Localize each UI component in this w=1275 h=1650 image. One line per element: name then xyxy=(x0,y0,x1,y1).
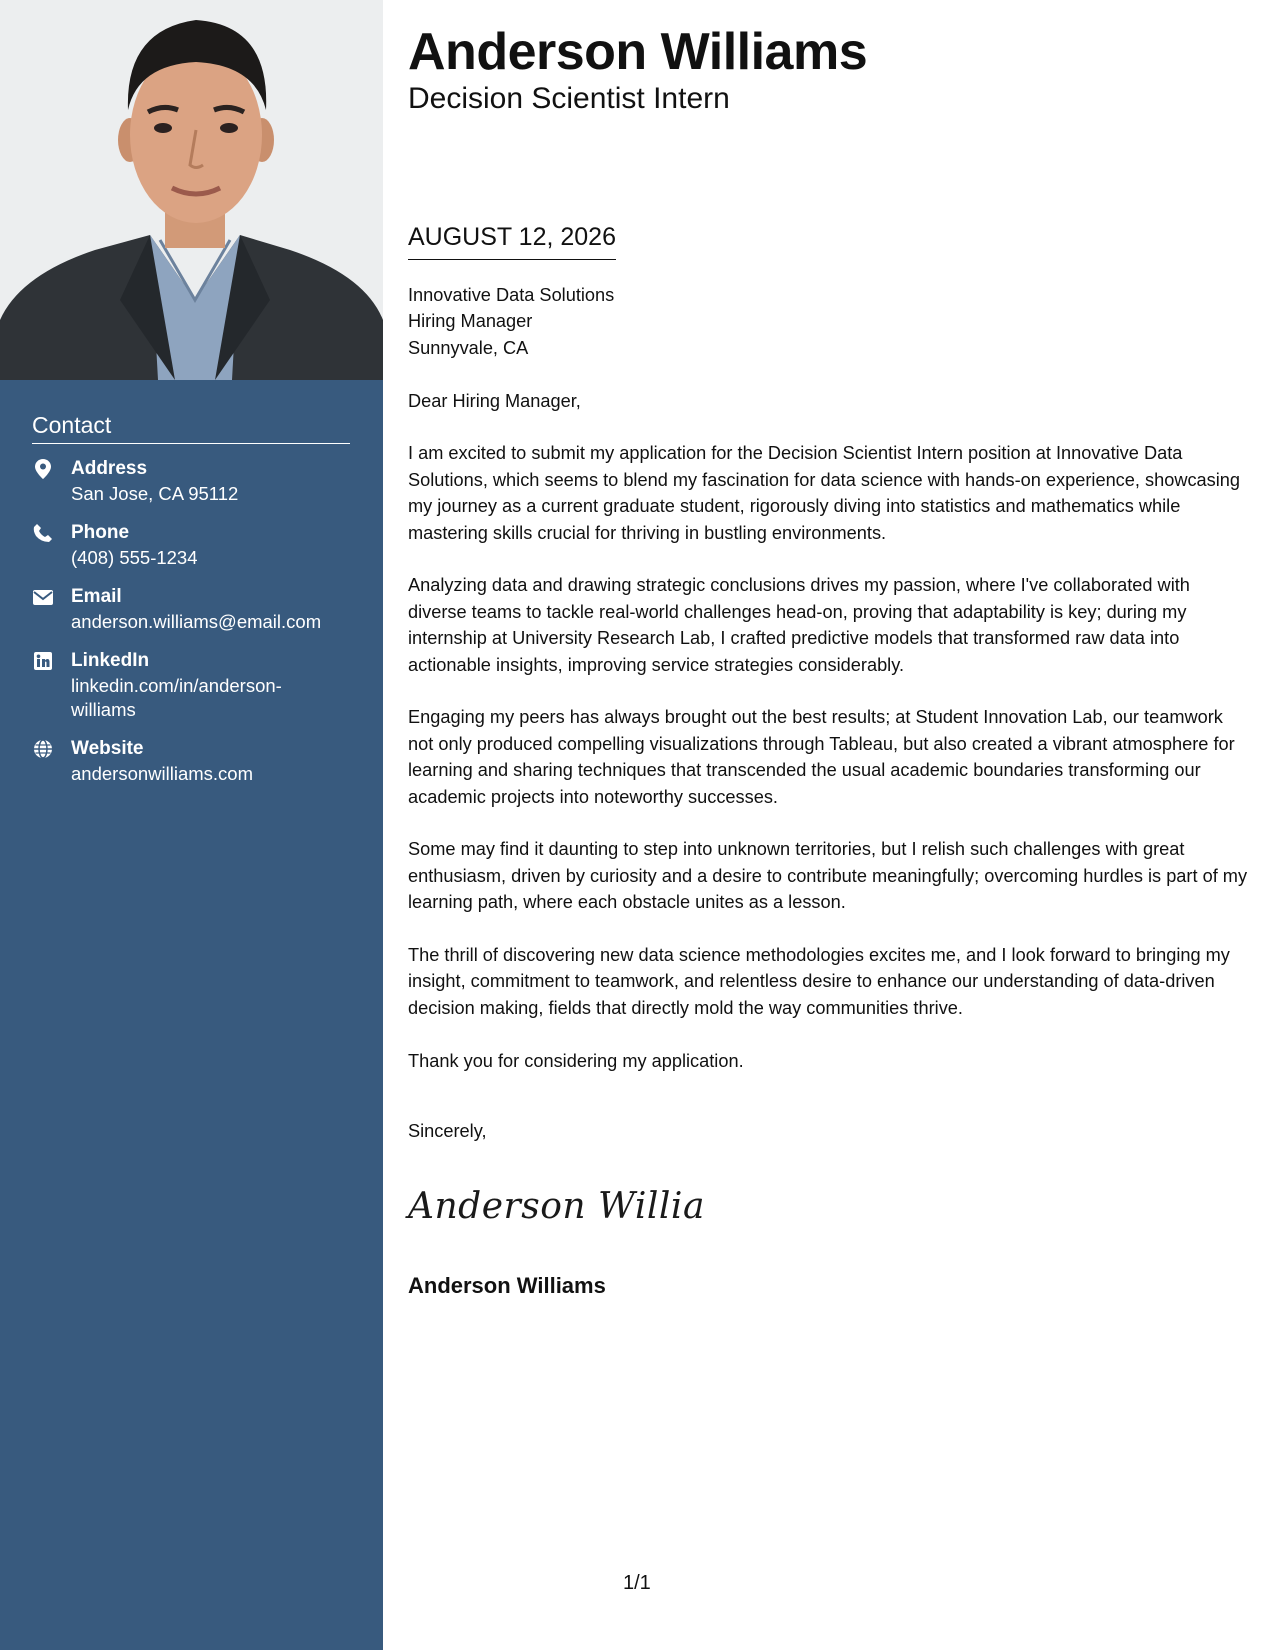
paragraph: I am excited to submit my application for the Decision Scientist Intern position at Innovative Data Solutions, which seems to blend my fascination for data science with hands-on experience, showcasing my journey as a current graduate student, rigorously diving into statistics and mathematics while mastering skills crucial for thriving in bustling environments. xyxy=(408,443,1241,543)
contact-address xyxy=(32,456,362,506)
page-number: 1/1 xyxy=(623,1572,651,1594)
closing: Sincerely, xyxy=(408,1121,487,1142)
linkedin-value-line2: williams xyxy=(71,699,136,720)
location-pin-icon xyxy=(32,458,54,480)
page-title: Anderson Williams xyxy=(408,23,868,81)
address-value: San Jose, CA 95112 xyxy=(71,483,239,504)
contact-website xyxy=(32,736,362,786)
email-label: Email xyxy=(71,586,122,607)
signer-name: Anderson Williams xyxy=(408,1273,606,1298)
paragraph: Analyzing data and drawing strategic conclusions drives my passion, where I've collaborated with diverse teams to tackle real-world challenges head-on, proving that adaptability is key; during my internship at University Research Lab, I crafted predictive models that transformed raw data into actionable insights, improving service strategies considerably. xyxy=(408,575,1190,675)
phone-value[interactable]: (408) 555-1234 xyxy=(71,547,198,568)
letter-date: AUGUST 12, 2026 xyxy=(408,223,616,260)
recipient-company: Innovative Data Solutions xyxy=(408,285,615,305)
paragraph: Engaging my peers has always brought out the best results; at Student Innovation Lab, our teamwork not only produced compelling visualizations through Tableau, but also created a vibrant atmosphere for learning and sharing techniques that transcended the usual academic boundaries transforming our academic projects into noteworthy successes. xyxy=(408,707,1235,807)
linkedin-label: LinkedIn xyxy=(71,650,150,671)
letter-body xyxy=(408,282,1253,1171)
linkedin-value[interactable] xyxy=(71,674,362,722)
linkedin-icon xyxy=(32,650,54,672)
address-label: Address xyxy=(71,458,148,479)
contact-linkedin xyxy=(32,648,362,722)
website-label: Website xyxy=(71,738,144,759)
paragraph: The thrill of discovering new data science methodologies excites me, and I look forward to bringing my insight, commitment to teamwork, and relentless desire to enhance our understanding of data-driven decision making, fields that directly mold the way communities thrive. xyxy=(408,945,1230,1018)
website-value[interactable]: andersonwilliams.com xyxy=(71,763,253,784)
contact-heading: Contact xyxy=(32,412,350,444)
paragraph: Some may find it daunting to step into unknown territories, but I relish such challenges with great enthusiasm, driven by curiosity and a desire to contribute meaningfully; overcoming hurdles is part of my learning path, where each obstacle unites as a lesson. xyxy=(408,839,1248,913)
linkedin-value-line1: linkedin.com/in/anderson- xyxy=(71,675,282,696)
email-value[interactable]: anderson.williams@email.com xyxy=(71,611,322,632)
contact-email xyxy=(32,584,362,634)
recipient-location: Sunnyvale, CA xyxy=(408,337,529,358)
recipient-block xyxy=(408,282,1253,361)
contact-phone xyxy=(32,520,362,570)
handwritten-signature: Anderson Willia xyxy=(408,1186,705,1227)
contact-list xyxy=(32,456,362,799)
job-title: Decision Scientist Intern xyxy=(408,82,730,115)
thanks-line: Thank you for considering my application. xyxy=(408,1050,744,1071)
salutation: Dear Hiring Manager, xyxy=(408,390,581,411)
phone-label: Phone xyxy=(71,522,130,543)
sidebar xyxy=(0,0,383,1650)
phone-icon xyxy=(32,522,54,544)
profile-photo xyxy=(0,0,383,380)
globe-icon xyxy=(32,738,54,760)
envelope-icon xyxy=(32,586,54,608)
recipient-title: Hiring Manager xyxy=(408,311,533,332)
